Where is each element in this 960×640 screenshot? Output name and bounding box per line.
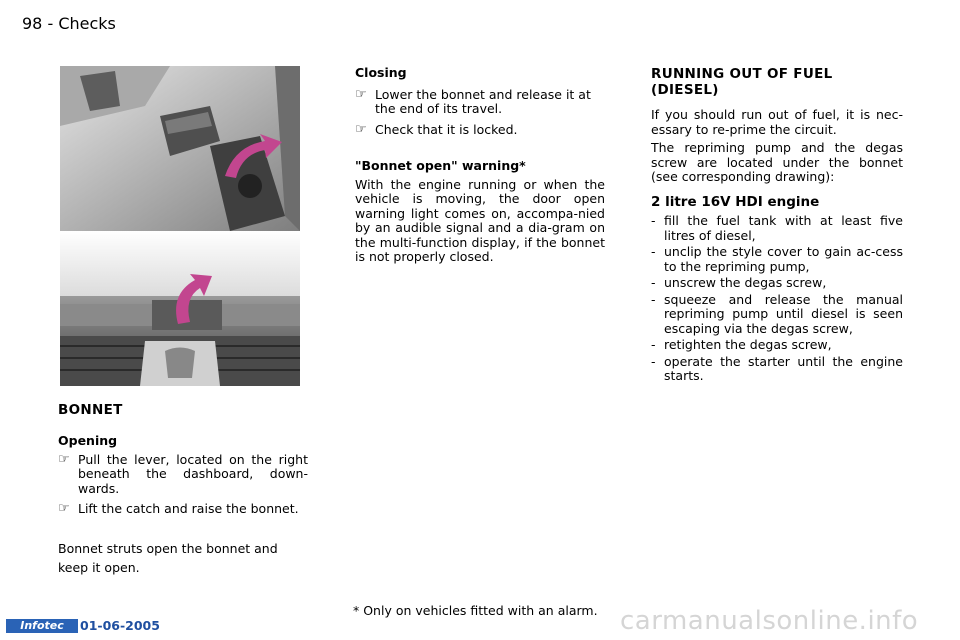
fuel-step: - fill the fuel tank with at least five litres of diesel,: [651, 213, 903, 243]
bonnet-title: BONNET: [58, 402, 123, 418]
page-number: 98: [22, 14, 43, 33]
engine-title: 2 litre 16V HDI engine: [651, 193, 820, 210]
closing-step-1: ☞ Lower the bonnet and release it at the end of its travel.: [355, 86, 591, 116]
pointing-hand-icon: ☞: [355, 121, 367, 137]
fuel-paragraph-1: If you should run out of fuel, it is nec-essary to re-prime the circuit.: [651, 107, 903, 137]
closing-section: [355, 66, 605, 265]
bonnet-figure: [60, 66, 300, 386]
fuel-step: - unscrew the degas screw,: [651, 275, 827, 290]
bonnet-section: [58, 402, 308, 577]
fuel-steps: [651, 214, 903, 384]
struts-note: Bonnet struts open the bonnet and keep it open.: [58, 540, 278, 575]
page-header: [22, 14, 116, 33]
pointing-hand-icon: ☞: [58, 451, 70, 467]
header-separator: -: [47, 14, 54, 33]
fuel-section: [651, 66, 903, 384]
infotec-logo: Infotec: [6, 619, 78, 633]
fuel-paragraph-2: The repriming pump and the degas screw are located under the bonnet (see corresponding drawing):: [651, 140, 903, 184]
pointing-hand-icon: ☞: [58, 501, 70, 516]
opening-step-2: ☞ Lift the catch and raise the bonnet.: [58, 501, 299, 516]
watermark: carmanualsonline.info: [620, 606, 919, 636]
opening-title: Opening: [58, 433, 118, 448]
warning-text: With the engine running or when the vehicle is moving, the door open warning light comes on, accompa-nied by an audible signal and a dia-gram on the multi-function display, if the bonnet is not properly closed.: [355, 176, 605, 264]
footer-date: 01-06-2005: [80, 618, 160, 633]
bonnet-illustration: [60, 66, 300, 386]
pointing-hand-icon: ☞: [355, 86, 367, 102]
fuel-step: - retighten the degas screw,: [651, 337, 832, 352]
fuel-title: RUNNING OUT OF FUEL (DIESEL): [651, 66, 833, 98]
footnote: * Only on vehicles fitted with an alarm.: [353, 603, 598, 618]
closing-title: Closing: [355, 65, 407, 80]
closing-step-2: ☞ Check that it is locked.: [355, 121, 518, 137]
opening-step-1: ☞ Pull the lever, located on the right beneath the dashboard, down-wards.: [58, 451, 308, 496]
fuel-step: - operate the starter until the engine starts.: [651, 353, 903, 383]
page-section: Checks: [58, 14, 116, 33]
warning-title: "Bonnet open" warning*: [355, 158, 526, 173]
fuel-step: - squeeze and release the manual repriming pump until diesel is seen escaping via the degas screw,: [651, 291, 903, 336]
fuel-step: - unclip the style cover to gain ac-cess to the repriming pump,: [651, 244, 903, 274]
